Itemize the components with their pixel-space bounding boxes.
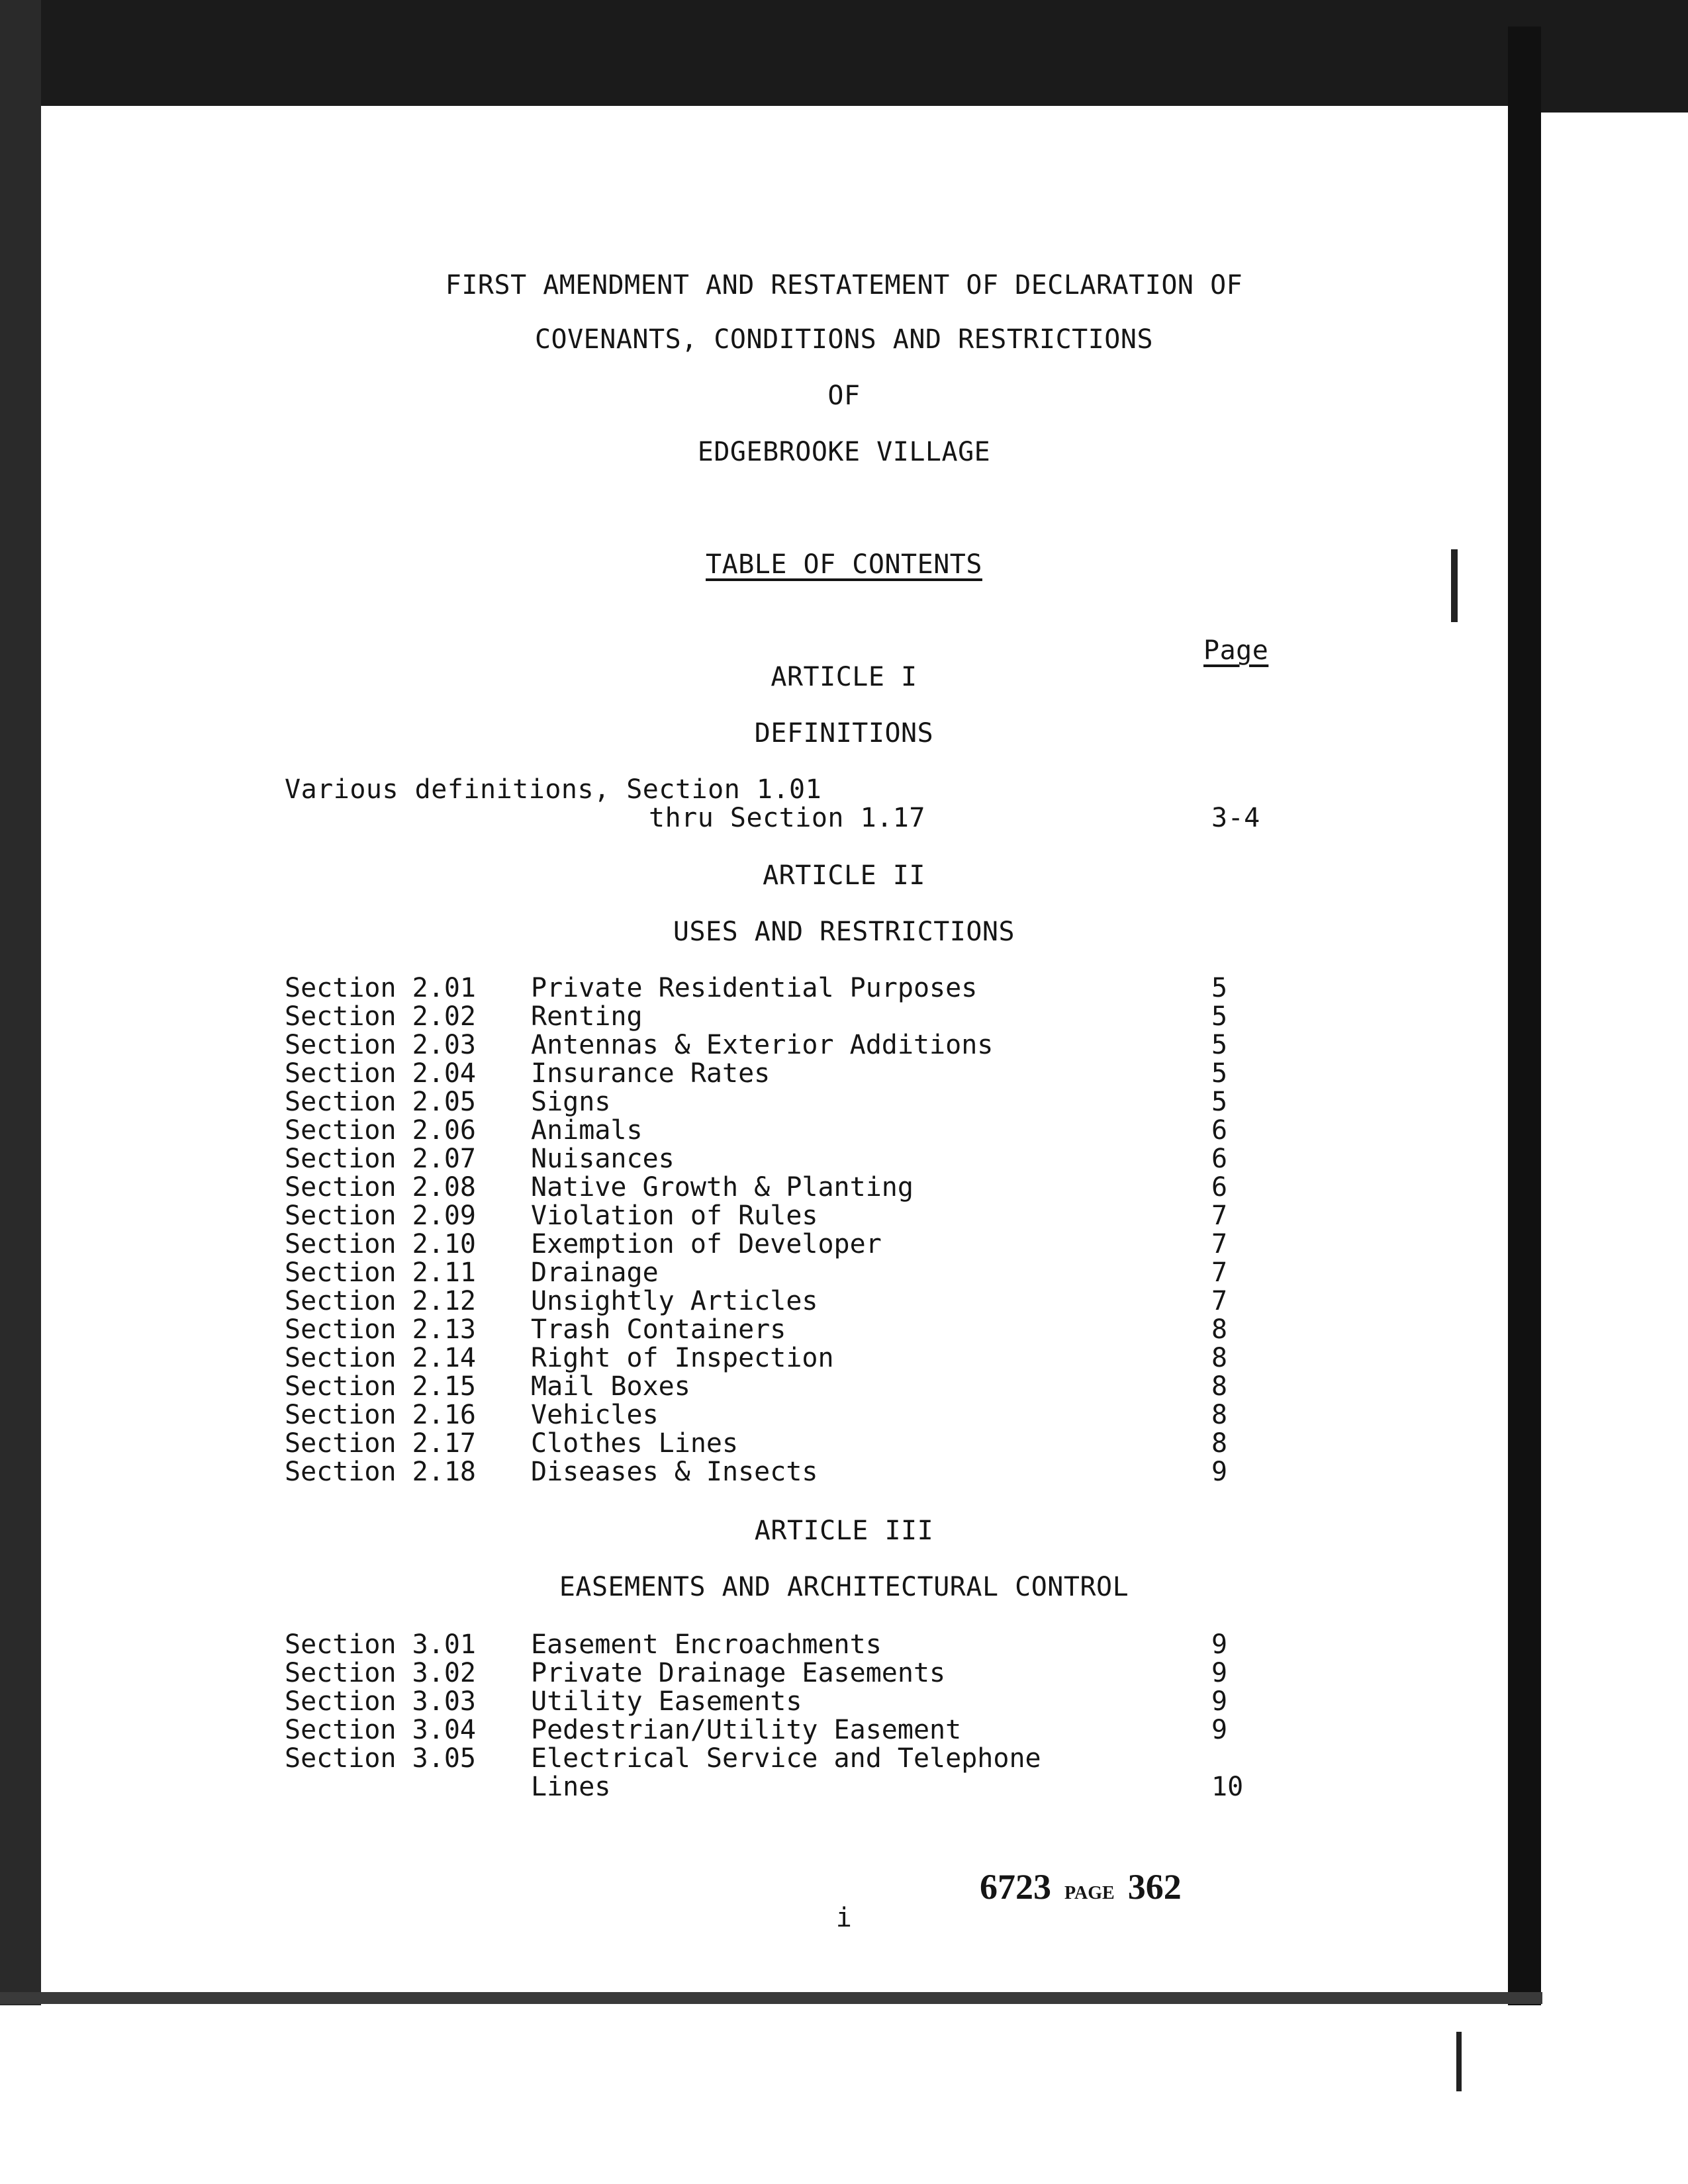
section-title: Utility Easements xyxy=(531,1686,802,1717)
section-title: Right of Inspection xyxy=(531,1343,834,1373)
section-number: Section 3.05 xyxy=(285,1743,476,1774)
section-title: Clothes Lines xyxy=(531,1428,739,1459)
section-page: 9 xyxy=(1211,1457,1228,1487)
scan-border-top xyxy=(0,0,1688,113)
section-page: 8 xyxy=(1211,1428,1228,1459)
stamp-page: 362 xyxy=(1127,1867,1182,1907)
section-number: Section 2.16 xyxy=(285,1400,476,1430)
article-1-entry-line-2: thru Section 1.17 xyxy=(649,803,925,833)
scan-speck xyxy=(1456,2032,1462,2091)
section-number: Section 2.13 xyxy=(285,1314,476,1345)
article-2-title: USES AND RESTRICTIONS xyxy=(673,917,1015,947)
section-title: Diseases & Insects xyxy=(531,1457,818,1487)
recording-stamp xyxy=(980,1866,1182,1907)
scan-border-right xyxy=(1508,26,1541,2005)
section-page: 8 xyxy=(1211,1371,1228,1402)
section-page: 9 xyxy=(1211,1686,1228,1717)
section-title: Trash Containers xyxy=(531,1314,786,1345)
section-title: Exemption of Developer xyxy=(531,1229,882,1259)
section-page: 6 xyxy=(1211,1115,1228,1146)
section-title: Signs xyxy=(531,1087,611,1117)
article-3-label: ARTICLE III xyxy=(754,1516,934,1546)
section-page: 8 xyxy=(1211,1314,1228,1345)
section-number: Section 2.12 xyxy=(285,1286,476,1316)
section-number: Section 2.02 xyxy=(285,1001,476,1032)
section-page: 7 xyxy=(1211,1257,1228,1288)
section-number: Section 2.01 xyxy=(285,973,476,1003)
section-number: Section 2.08 xyxy=(285,1172,476,1203)
section-title: Native Growth & Planting xyxy=(531,1172,914,1203)
section-title: Easement Encroachments xyxy=(531,1629,882,1660)
toc-heading: TABLE OF CONTENTS xyxy=(706,549,982,580)
section-title: Electrical Service and Telephone xyxy=(531,1743,1041,1774)
section-number: Section 3.01 xyxy=(285,1629,476,1660)
article-3-title: EASEMENTS AND ARCHITECTURAL CONTROL xyxy=(559,1572,1129,1602)
section-title: Insurance Rates xyxy=(531,1058,771,1089)
section-number: Section 2.15 xyxy=(285,1371,476,1402)
section-page: 5 xyxy=(1211,1087,1228,1117)
document-title-line-4: EDGEBROOKE VILLAGE xyxy=(697,437,991,467)
section-title: Drainage xyxy=(531,1257,659,1288)
section-page: 10 xyxy=(1211,1772,1244,1802)
section-number: Section 2.09 xyxy=(285,1201,476,1231)
section-title: Private Drainage Easements xyxy=(531,1658,946,1688)
section-page: 5 xyxy=(1211,1030,1228,1060)
article-2-label: ARTICLE II xyxy=(763,860,925,891)
section-page: 6 xyxy=(1211,1144,1228,1174)
section-page: 7 xyxy=(1211,1286,1228,1316)
page-number: i xyxy=(835,1903,853,1933)
article-1-entry-line-1: Various definitions, Section 1.01 xyxy=(285,774,822,805)
section-title: Pedestrian/Utility Easement xyxy=(531,1715,962,1745)
section-title: Animals xyxy=(531,1115,643,1146)
scan-border-bottom xyxy=(0,1992,1542,2004)
section-title: Nuisances xyxy=(531,1144,675,1174)
stamp-volume: 6723 xyxy=(980,1867,1051,1907)
section-number: Section 2.04 xyxy=(285,1058,476,1089)
section-number: Section 2.03 xyxy=(285,1030,476,1060)
article-1-title: DEFINITIONS xyxy=(754,718,934,749)
section-title: Private Residential Purposes xyxy=(531,973,978,1003)
section-page: 7 xyxy=(1211,1229,1228,1259)
stamp-page-label: PAGE xyxy=(1064,1883,1115,1903)
section-number: Section 2.17 xyxy=(285,1428,476,1459)
page-column-label: Page xyxy=(1203,635,1269,666)
section-number: Section 2.05 xyxy=(285,1087,476,1117)
section-number: Section 3.03 xyxy=(285,1686,476,1717)
article-1-entry-page: 3-4 xyxy=(1211,803,1260,833)
section-number: Section 2.11 xyxy=(285,1257,476,1288)
section-number: Section 2.06 xyxy=(285,1115,476,1146)
section-page: 5 xyxy=(1211,973,1228,1003)
document-title-line-3: OF xyxy=(827,381,861,411)
section-title: Unsightly Articles xyxy=(531,1286,818,1316)
section-page: 5 xyxy=(1211,1001,1228,1032)
section-title: Vehicles xyxy=(531,1400,659,1430)
article-1-label: ARTICLE I xyxy=(771,662,917,692)
scan-border-left xyxy=(0,0,41,2005)
section-page: 8 xyxy=(1211,1343,1228,1373)
section-page: 9 xyxy=(1211,1629,1228,1660)
section-title: Antennas & Exterior Additions xyxy=(531,1030,994,1060)
section-number: Section 2.10 xyxy=(285,1229,476,1259)
section-number: Section 2.18 xyxy=(285,1457,476,1487)
section-page: 5 xyxy=(1211,1058,1228,1089)
section-title: Renting xyxy=(531,1001,643,1032)
section-page: 9 xyxy=(1211,1658,1228,1688)
section-title: Violation of Rules xyxy=(531,1201,818,1231)
document-title-line-2: COVENANTS, CONDITIONS AND RESTRICTIONS xyxy=(534,324,1154,355)
section-page: 7 xyxy=(1211,1201,1228,1231)
section-page: 6 xyxy=(1211,1172,1228,1203)
section-page: 8 xyxy=(1211,1400,1228,1430)
section-number: Section 2.07 xyxy=(285,1144,476,1174)
section-number: Section 3.04 xyxy=(285,1715,476,1745)
document-title-line-1: FIRST AMENDMENT AND RESTATEMENT OF DECLARATION OF xyxy=(445,270,1243,300)
section-title: Lines xyxy=(531,1772,611,1802)
section-number: Section 2.14 xyxy=(285,1343,476,1373)
section-number: Section 3.02 xyxy=(285,1658,476,1688)
section-page: 9 xyxy=(1211,1715,1228,1745)
section-title: Mail Boxes xyxy=(531,1371,690,1402)
